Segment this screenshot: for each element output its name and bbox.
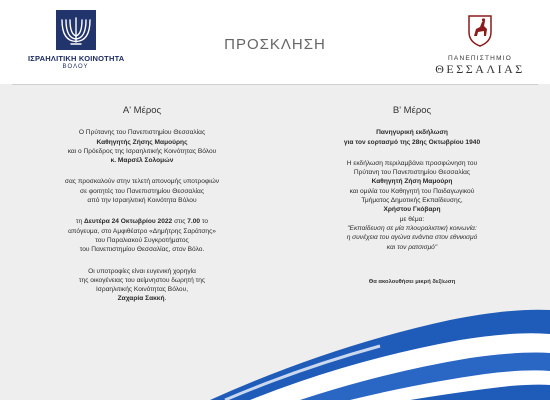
text-line: απόγευμα, στο Αμφιθέατρο «Δημήτρης Σαράτσης» [68,227,216,235]
text-line: Καθηγητής Ζήσης Μαμούρης [96,138,188,146]
header [0,0,550,84]
sponsor-name: Ζαχαρία Σακκή [117,295,165,303]
invitation-panel [0,84,550,400]
text-line: για τον εορτασμό της 28ης Οκτωβρίου 1940 [343,138,481,146]
event-time: 7.00 [187,218,201,226]
text-line: με θέμα: [399,215,425,223]
text-line: σε φοιτητές του Πανεπιστημίου Θεσσαλίας [80,187,204,195]
part-a-hosts [12,128,272,165]
text-line: και ο Πρόεδρος της Ισραηλιτικής Κοινότητας Βόλου [67,147,217,155]
part-a-date-venue [12,217,272,254]
part-b-program [282,159,542,252]
text-line: του Παραλιακού Συγκροτήματος [95,236,189,244]
date-line [12,217,272,226]
text-line: Τμήματος Δημοτικής Εκπαίδευσης, [361,197,463,205]
text-line: από την Ισραηλιτική Κοινότητα Βόλου [87,197,197,205]
page-title: ΠΡΟΣΚΛΗΣΗ [224,36,326,53]
university-name-line1: ΠΑΝΕΠΙΣΤΗΜΙΟ [448,55,512,62]
text-line: Πρύτανη του Πανεπιστημίου Θεσσαλίας [353,169,471,177]
text-line: Ισραηλιτικής Κοινότητας Βόλου, [95,286,189,294]
rector-name: Καθηγητή Ζήση Μαμούρη [371,178,453,186]
text-fragment: το [200,218,209,226]
event-date: Δευτέρα 24 Οκτωβρίου 2022 [84,218,173,226]
part-a-heading: Α' Μέρος [122,105,162,116]
text-line: και ομιλία του Καθηγητή του Παιδαγωγικού [349,187,475,195]
part-b-heading: Β' Μέρος [392,105,432,116]
topic-line: "Εκπαίδευση σε μία πλουραλιστική κοινωνία: [347,224,477,232]
part-b-event-title [282,128,542,147]
text-line: σας προσκαλούν στην τελετή απονομής υποτροφιών [64,178,220,186]
topic-line: και τον ρατσισμό" [386,243,438,251]
part-a [12,106,272,316]
text-line: της οικογένειας του αείμνηστου δωρητή της [78,276,206,284]
text-line: Ο Πρύτανης του Πανεπιστημίου Θεσσαλίας [78,129,206,137]
text-fragment: . [164,295,167,303]
text-fragment: τη [75,218,85,226]
text-line: Η εκδήλωση περιλαμβάνει προσφώνηση του [346,159,478,167]
speaker-name: Χρήστου Γκόβαρη [383,206,441,214]
reception-note: Θα ακολουθήσει μικρή δεξίωση [368,278,456,285]
community-city: ΒΟΛΟΥ [62,64,89,70]
text-line: κ. Μαρσέλ Σολομών [110,157,174,165]
topic-line: η συνέχεια του αγώνα ενάντια στον εθνικισμό [346,234,478,242]
text-line: Πανηγυρική εκδήλωση [376,129,448,137]
university-logo [430,12,530,77]
text-line: Οι υποτροφίες είναι ευγενική χορηγία [88,267,196,275]
part-b [282,106,542,287]
part-a-sponsor [12,267,272,304]
university-name-line2: ΘΕΣΣΑΛΙΑΣ [435,62,525,76]
sponsor-line [12,294,272,303]
panel-divider [12,84,538,89]
centaur-seal-icon [463,12,497,48]
part-a-invitation [12,177,272,205]
text-fragment: στις [172,218,188,226]
community-name: ΙΣΡΑΗΛΙΤΙΚΗ ΚΟΙΝΟΤΗΤΑ [28,54,125,63]
text-line: του Πανεπιστημίου Θεσσαλίας, στον Βόλο. [79,246,205,254]
